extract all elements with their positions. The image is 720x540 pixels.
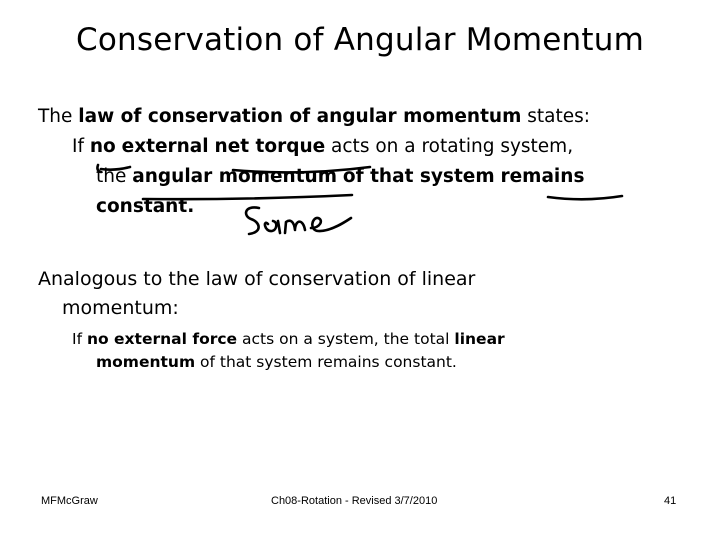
footer-chapter-info: Ch08-Rotation - Revised 3/7/2010 <box>271 495 438 507</box>
footer-page-number: 41 <box>664 495 677 507</box>
linear-line-2 <box>72 351 672 374</box>
text-segment: of that system remains constant. <box>195 353 457 371</box>
bold-term: law of conservation of angular momentum <box>78 106 522 127</box>
text-segment: acts on a rotating system, <box>325 136 574 157</box>
statement-line-4 <box>38 192 698 222</box>
bold-term: no <box>89 136 116 157</box>
bold-term: external <box>121 136 209 157</box>
bold-term: no external force <box>86 330 238 348</box>
text-segment: If <box>72 330 87 348</box>
bold-term: remains <box>500 166 585 187</box>
analogy-line-1: Analogous to the law of conservation of linear <box>38 268 476 290</box>
statement-line-3 <box>38 162 698 192</box>
bold-term: of that system <box>342 166 495 187</box>
text-segment: The <box>38 106 79 127</box>
bold-term: angular momentum <box>132 166 337 187</box>
angular-momentum-statement <box>38 102 698 222</box>
slide-title: Conservation of Angular Momentum <box>76 22 644 58</box>
linear-line-1 <box>72 328 672 351</box>
bold-term: momentum <box>96 353 196 371</box>
text-segment: If <box>72 136 90 157</box>
linear-momentum-statement <box>72 328 672 374</box>
handwritten-annotation-same: Same <box>298 228 301 229</box>
analogy-line-2: momentum: <box>62 297 179 319</box>
analogy-paragraph <box>38 265 658 323</box>
statement-line-1 <box>38 102 698 132</box>
text-segment: the <box>96 166 133 187</box>
text-segment: acts on a system, the total <box>237 330 455 348</box>
bold-term: linear <box>454 330 505 348</box>
bold-term: net torque <box>214 136 326 157</box>
bold-term: constant. <box>96 196 195 217</box>
statement-line-2 <box>38 132 698 162</box>
footer-author: MFMcGraw <box>41 495 98 507</box>
text-segment: states: <box>521 106 590 127</box>
